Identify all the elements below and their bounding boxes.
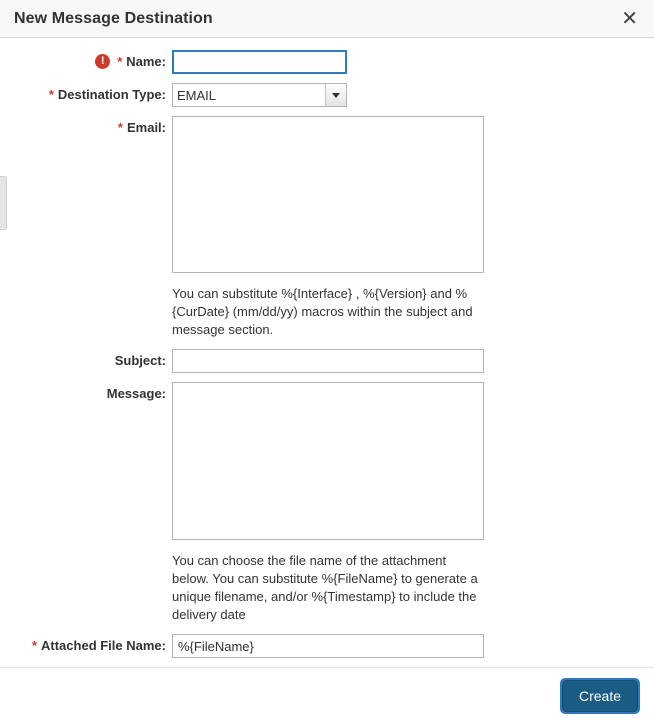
message-input[interactable] xyxy=(172,382,484,540)
name-label xyxy=(0,50,172,69)
form-row-subject xyxy=(0,349,654,373)
destination-type-required-mark: * xyxy=(48,87,54,102)
email-field-wrap xyxy=(172,116,654,276)
close-icon[interactable]: ✕ xyxy=(621,7,638,30)
subject-input[interactable] xyxy=(172,349,484,373)
page-title: New Message Destination xyxy=(14,9,213,27)
name-required-mark: * xyxy=(117,54,123,69)
dialog-footer xyxy=(0,667,654,723)
email-hint-text: You can substitute %{Interface} , %{Version} and %{CurDate} (mm/dd/yy) macros within the subject and message section. xyxy=(172,286,473,337)
attached-file-name-required-mark: * xyxy=(31,638,38,653)
create-button[interactable]: Create xyxy=(562,680,638,712)
error-icon: ! xyxy=(95,54,110,69)
destination-type-select[interactable] xyxy=(172,83,347,107)
destination-type-field-wrap xyxy=(172,83,654,107)
message-label xyxy=(0,382,172,401)
email-label xyxy=(0,116,172,135)
attached-file-name-label xyxy=(0,634,172,653)
subject-field-wrap xyxy=(172,349,654,373)
attached-file-name-label-text: Attached File Name: xyxy=(41,638,166,653)
form-row-destination-type xyxy=(0,83,654,107)
email-input[interactable] xyxy=(172,116,484,273)
dialog-header xyxy=(0,0,654,38)
subject-label xyxy=(0,349,172,368)
destination-type-select-wrap xyxy=(172,83,347,107)
message-hint-text: You can choose the file name of the attachment below. You can substitute %{FileName} to generate a unique filename, and/or %{Timestamp} to include the delivery date xyxy=(172,553,478,622)
form-row-message xyxy=(0,382,654,543)
attached-file-name-field-wrap xyxy=(172,634,654,658)
email-label-text: Email: xyxy=(126,120,166,135)
name-field-wrap xyxy=(172,50,654,74)
dialog-body xyxy=(0,38,654,667)
form-row-attached-file-name xyxy=(0,634,654,658)
destination-type-label xyxy=(0,83,172,102)
subject-label-text: Subject: xyxy=(114,353,166,368)
message-field-wrap xyxy=(172,382,654,543)
message-label-text: Message: xyxy=(106,386,166,401)
edge-handle xyxy=(0,176,7,230)
form-row-email xyxy=(0,116,654,276)
email-required-mark: * xyxy=(117,120,123,135)
name-input[interactable] xyxy=(172,50,347,74)
destination-type-label-text: Destination Type: xyxy=(57,87,166,102)
form-row-name xyxy=(0,50,654,74)
attached-file-name-input[interactable] xyxy=(172,634,484,658)
name-label-text: Name: xyxy=(126,54,166,69)
